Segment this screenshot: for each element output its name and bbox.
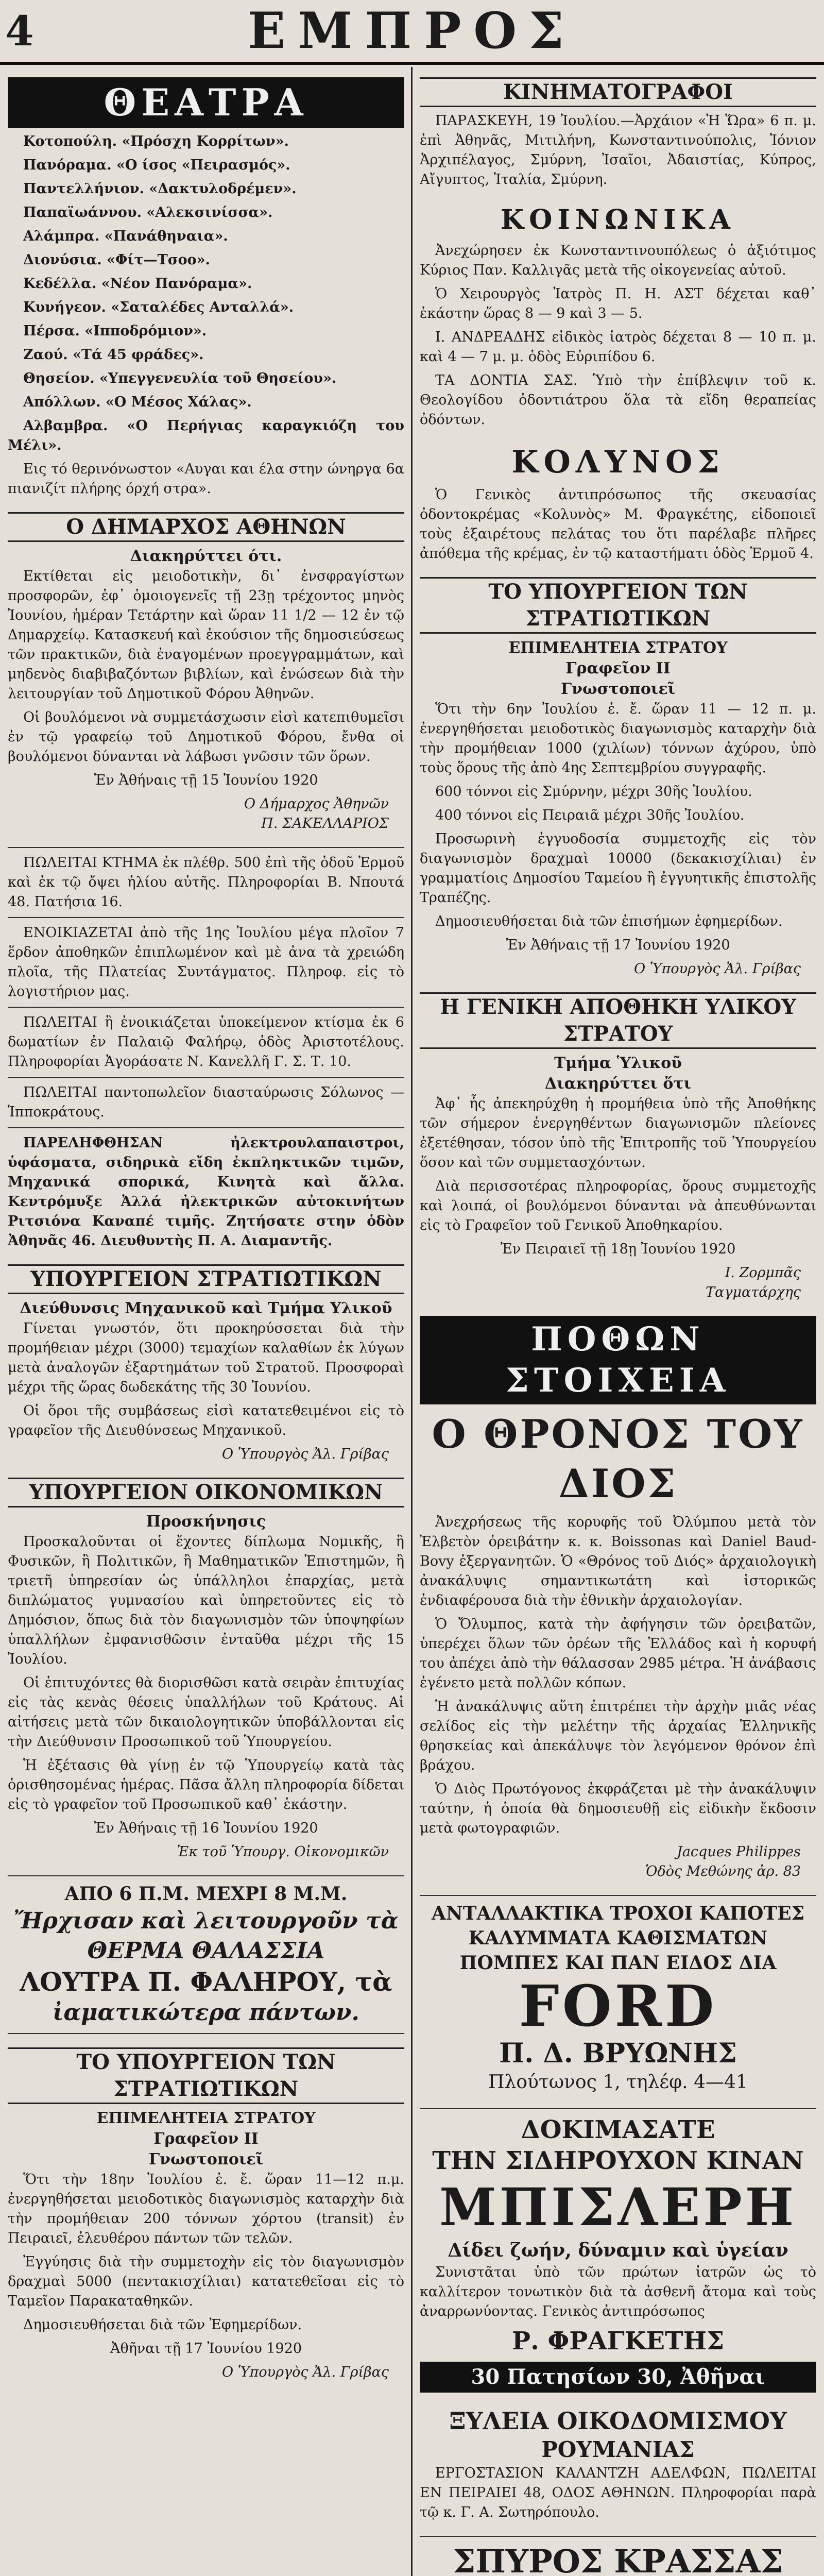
theatre-line: Κεδέλλα. «Νέον Πανόραμα». <box>23 276 252 292</box>
mpisleri-brand: ΜΠΙΣΛΕΡΗ <box>439 2177 797 2238</box>
article-paragraph: Ἀνεχρήσεως τῆς κορυφῆς τοῦ Ὀλύμπου μετὰ τὸν Ἐλβετὸν ὀρειβάτην κ. κ. Boissonas καὶ Daniel Baud-Bovy ἐξεργανητῶν. Ὁ «Θρόνος τοῦ Διός» ἀρχαιολογικὴ ἀνακάλυψις σημαντικωτάτη καὶ ἱστορικῶς ἐνδιαφέρουσα διὰ τὴν ἐθνικὴν ἀρχαιολογίαν. <box>420 1514 816 1608</box>
xyleia-line-2: ΡΟΥΜΑΝΙΑΣ <box>541 2437 695 2462</box>
ypourgeio-sub3: Γνωστοποιεῖ <box>148 2150 264 2168</box>
divider <box>8 1127 404 1128</box>
notice-paragraph: Γίνεται γνωστόν, ὅτι προκηρύσσεται διὰ τὴν προμήθειαν μέχρι (3000) τεμαχίων καλαθίων ἐκ λύγων μετὰ ἀναλογῶν ἐξαρτημάτων τοῦ Στρατοῦ. Προσφοραὶ μέχρι τῆς ὥρας δωδεκάτης τῆς 30 Ἰουνίου. <box>8 1320 404 1395</box>
ypourgeio-sub: ΕΠΙΜΕΛΗΤΕΙΑ ΣΤΡΑΤΟΥ <box>96 2109 316 2127</box>
signature-name: Π. ΣΑΚΕΛΛΑΡΙΟΣ <box>261 816 389 832</box>
right-column <box>420 72 816 2576</box>
xyleia-text: ΕΡΓΟΣΤΑΣΙΟΝ ΚΑΛΑΝΤΖΗ ΑΔΕΛΦΩΝ, ΠΩΛΕΙΤΑΙ ΕΝ ΠΕΙΡΑΙΕΙ 48, ΟΔΟΣ ΑΘΗΝΩΝ. Πληροφορίαι παρὰ τῷ κ. Γ. Α. Σωτηρόπουλο. <box>420 2465 816 2520</box>
ford-brand: FORD <box>519 1973 717 2039</box>
ford-line-1: ΑΝΤΑΛΛΑΚΤΙΚΑ ΤΡΟΧΟΙ ΚΑΠΟΤΕΣ <box>431 1903 805 1924</box>
theatre-line: Διονύσια. «Φίτ—Τσοο». <box>23 252 210 268</box>
koinonika-item: ΤΑ ΔΟΝΤΙΑ ΣΑΣ. Ὑπὸ τὴν ἐπίβλεψιν τοῦ κ. Θεολογίδου ὀδοντιάτρου ὅλα τὰ εἴδη θεραπείας ὀδόντων. <box>420 372 816 428</box>
newspaper-title: ΕΜΠΡΟΣ <box>248 2 576 60</box>
ford-line-2: ΚΑΛΥΜΜΑΤΑ ΚΑΘΙΣΜΑΤΩΝ <box>468 1927 768 1949</box>
notice-paragraph: Ἡ ἐξέτασις θὰ γίνῃ ἐν τῷ Ὑπουργείῳ κατὰ τὰς ὁρισθησομένας ἡμέρας. Πᾶσα ἄλλη πληροφορία δίδεται εἰς τὸ γραφεῖον τοῦ Προσωπικοῦ καθ᾽ ἑκάστην. <box>8 1757 404 1812</box>
ypourgeio-notice-2 <box>8 2047 404 2382</box>
divider <box>420 2536 816 2537</box>
notice-date: Ἐν Ἀθήναις τῇ 15 Ἰουνίου 1920 <box>94 772 318 788</box>
koinonika-section <box>420 203 816 430</box>
notice-paragraph: Ὅτι τὴν 6ην Ἰουλίου ἐ. ἔ. ὥραν 11 — 12 π. μ. ἐνεργηθήσεται μειοδοτικὸς διαγωνισμὸς καταρχὴν διὰ τὴν προμήθειαν 1000 (χιλίων) τόννων ἀχύρου, ὑπὸ τοὺς ὅρους τῆς ἀπὸ 4ης Σεπτεμβρίου συγγραφῆς. <box>420 701 816 776</box>
ypourgeio-sub: ΕΠΙΜΕΛΗΤΕΙΑ ΣΤΡΑΤΟΥ <box>508 639 728 657</box>
dimarhos-sub: Διακηρύττει ότι. <box>130 547 282 565</box>
theatre-line: Πανόραμα. «Ο ίσος «Πειρασμός». <box>23 157 290 173</box>
notice-date: Ἀθῆναι τῇ 17 Ἰουνίου 1920 <box>110 2341 302 2357</box>
koinonika-item: Ὁ Χειρουργὸς Ἰατρὸς Π. Η. ΑΣΤ δέχεται καθ᾽ ἑκάστην ὥρας 8 — 9 καὶ 3 — 5. <box>420 286 816 321</box>
signature: Ο Ὑπουργὸς Ἀλ. Γρίβας <box>634 961 801 977</box>
notice-paragraph: Ἀφ᾽ ἧς ἀπεκηρύχθη ἡ προμήθεια ὑπὸ τῆς Ἀποθήκης τῶν σήμερον ἐνεργηθέντων διαγωνισμῶν πλείονες ἐξετέθησαν, τόσον ὑπὸ τῆς Ἐπιτροπῆς τοῦ Ὑπουργείου ὅσον καὶ τῶν συμμετασχόντων. <box>420 1096 816 1171</box>
mpisleri-agent: Ρ. ΦΡΑΓΚΕΤΗΣ <box>511 2327 725 2355</box>
mpisleri-agent-address: 30 Πατησίων 30, Ἀθῆναι <box>420 2362 816 2393</box>
notice-date: Ἐν Ἀθήναις τῇ 17 Ἰουνίου 1920 <box>506 937 730 953</box>
ypourgeio-notice-3 <box>420 577 816 979</box>
divider <box>420 2108 816 2109</box>
notice-paragraph: 600 τόννοι εἰς Σμύρνην, μέχρι 30ῆς Ἰουλίου. <box>435 784 752 800</box>
divider <box>8 917 404 918</box>
faliro-line-2: ΛΟΥΤΡΑ Π. ΦΑΛΗΡΟΥ, τὰ <box>20 1967 392 1997</box>
notice-date: Ἐν Ἀθήναις τῇ 16 Ἰουνίου 1920 <box>94 1820 318 1836</box>
kolynos-ad <box>420 443 816 564</box>
ypourgeio-header: ΥΠΟΥΡΓΕΙΟΝ ΣΤΡΑΤΙΩΤΙΚΩΝ <box>8 1264 404 1294</box>
dimarhos-header: Ο ΔΗΜΑΡΧΟΣ ΑΘΗΝΩΝ <box>8 512 404 542</box>
notice-paragraph: Ὅτι τὴν 18ην Ἰουλίου ἐ. ἔ. ὥραν 11—12 π.μ. ἐνεργηθήσεται μειοδοτικὸς διαγωνισμὸς καταρχὴν διὰ τὴν προμήθειαν 200 τόννων χόρτου (transit) ἐν Πειραιεῖ, ἐλευθέρου πάντων τῶν τελῶν. <box>8 2172 404 2246</box>
theatre-line: Ζαού. «Τά 45 φράδες». <box>23 347 204 363</box>
kinematografoi-header: ΚΙΝΗΜΑΤΟΓΡΑΦΟΙ <box>420 77 816 107</box>
ypourgeio-oikon-sub: Προσκήνησις <box>146 1513 266 1531</box>
signature-rank: Ταγματάρχης <box>706 1284 801 1300</box>
signature: Ο Ὑπουργὸς Ἀλ. Γρίβας <box>222 2364 389 2380</box>
theatre-line: Παντελλήνιον. «Δακτυλοδρέμεν». <box>23 181 297 197</box>
page-number: 4 <box>5 7 34 55</box>
ypourgeio-oikon-header: ΥΠΟΥΡΓΕΙΟΝ ΟΙΚΟΝΟΜΙΚΩΝ <box>8 1478 404 1507</box>
signature-name: Ι. Ζορμπᾶς <box>725 1265 801 1281</box>
apothiki-notice <box>420 992 816 1302</box>
mpisleri-line-1: ΔΟΚΙΜΑΣΑΤΕ <box>521 2115 715 2144</box>
notice-paragraph: Προσκαλοῦνται οἱ ἔχοντες δίπλωμα Νομικῆς, ἢ Φυσικῶν, ἢ Πολιτικῶν, ἢ Μαθηματικῶν Ἐπιστημῶν, ἢ τριετῆ ὑπηρεσίαν ὡς ὑπάλληλοι ἐπαρχίας, μετὰ διπλώματος γυμνασίου καὶ ὑπηρετοῦντες εἰς τὸ Δημόσιον, ὅπως διὰ τὸν διαγωνισμὸν τῶν ὑποψηφίων ὑπαλλήλων ἐμφανισθῶσιν ἐνταῦθα μέχρι τῆς 15 Ἰουλίου. <box>8 1534 404 1667</box>
koinonika-header: ΚΟΙΝΩΝΙΚΑ <box>500 204 736 235</box>
faliro-baths-ad <box>8 1875 404 2034</box>
notice-paragraph: Δημοσιευθήσεται διὰ τῶν ἐπισήμων ἐφημερίδων. <box>435 913 783 929</box>
ypourgeio-oikonomikon-notice <box>8 1478 404 1862</box>
mpisleri-line-2: ΤΗΝ ΣΙΔΗΡΟΥΧΟΝ ΚΙΝΑΝ <box>432 2146 804 2175</box>
theatre-line: Θησείον. «Υπεγγενευλία τοῦ Θησείου». <box>23 370 337 386</box>
classifieds <box>8 847 404 1251</box>
mpisleri-tagline: Δίδει ζωήν, δύναμιν καὶ ὑγείαν <box>448 2240 788 2261</box>
notice-paragraph: Διὰ περισσοτέρας πληροφορίας, ὅρους συμμετοχῆς καὶ λοιπά, οἱ βουλόμενοι δύνανται νὰ ἀπευθύνωνται εἰς τὸ Γραφεῖον τοῦ Γενικοῦ Ἀποθηκαρίου. <box>420 1178 816 1233</box>
author: Jacques Philippes <box>677 1844 801 1860</box>
theatre-line: Παπαϊωάννου. «Αλεκσινίσσα». <box>23 205 273 221</box>
notice-paragraph: 400 τόννοι εἰς Πειραιᾶ μέχρι 30ῆς Ἰουλίου. <box>435 807 745 823</box>
krassas-name: ΣΠΥΡΟΣ ΚΡΑΣΣΑΣ <box>453 2543 783 2576</box>
classified-ad: ΠΩΛΕΙΤΑΙ ἢ ἐνοικιάζεται ὑποκείμενον κτίσμα ἐκ 6 δωματίων ἐν Παλαιῷ Φαλήρῳ, ὁδὸς Ἀριστοτέλους. Πληροφορίαι Ἀγοράσατε Ν. Κανελλῆ Γ. Σ. Τ. 10. <box>8 1014 404 1070</box>
xyleia-line-1: ΞΥΛΕΙΑ ΟΙΚΟΔΟΜΙΣΜΟΥ <box>449 2407 787 2435</box>
notice-paragraph: Οἱ ἐπιτυχόντες θὰ διορισθῶσι κατὰ σειρὰν ἐπιτυχίας εἰς τὰς κενὰς θέσεις ὑπαλλήλων τοῦ Κράτους. Αἱ αἰτήσεις μετὰ τῶν δικαιολογητικῶν ὑποβάλλονται εἰς τὴν Διεύθυνσιν Προσωπικοῦ τοῦ Ὑπουργείου. <box>8 1675 404 1750</box>
article-paragraph: Ἡ ἀνακάλυψις αὕτη ἐπιτρέπει τὴν ἀρχὴν μιᾶς νέας σελίδος εἰς τὴν μελέτην τῆς ἀρχαίας Ἑλληνικῆς θρησκείας καὶ ἀπεκάλυψε τὸν λεγόμενον θρόνον ἐπὶ βράχου. <box>420 1699 816 1773</box>
theatre-line: Αλβαμβρα. «Ο Περήγιας καραγκιόζη του Μέλι». <box>8 418 404 453</box>
theatre-line: Κυνήγεον. «Σαταλέδες Ανταλλά». <box>23 299 294 315</box>
kolynos-text: Ὁ Γενικὸς ἀντιπρόσωπος τῆς σκευασίας ὀδοντοκρέμας «Κολυνὸς» Μ. Φραγκέτης, εἰδοποιεῖ τοὺς ἐξαιρέτους πελάτας του ὅτι παρέλαβε πλῆρες ἀπόθεμα τῆς κρέμας, ἐν τῷ καταστήματι ὁδὸς Ἑρμοῦ 4. <box>420 487 816 562</box>
article-paragraph: Ὁ Ὄλυμπος, κατὰ τὴν ἀφήγησιν τῶν ὀρειβατῶν, ὑπερέχει ὅλων τῶν ὀρέων τῆς Ἑλλάδος καὶ ἡ κορυφή του ἀπέχει ἀπὸ τὴν θάλασσαν 2985 μέτρα. Ἡ ἀνάβασις ἐγένετο μετὰ πολλῶν κόπων. <box>420 1616 816 1691</box>
ford-ad <box>420 1895 816 2095</box>
apothiki-sub: Τμήμα Ὑλικοῦ <box>554 1054 682 1072</box>
article-paragraph: Ὁ Διὸς Πρωτόγονος ἐκφράζεται μὲ τὴν ἀνακάλυψιν ταύτην, ἡ ὁποία θὰ δημοσιευθῇ εἰς εἰδικὴν ἔκδοσιν μετὰ φωτογραφιῶν. <box>420 1781 816 1836</box>
faliro-line-3: ἰαματικώτερα πάντων. <box>53 1999 359 2026</box>
koinonika-item: Ἀνεχώρησεν ἐκ Κωνσταντινουπόλεως ὁ ἀξιότιμος Κύριος Παν. Καλλιγᾶς μετὰ τῆς οἰκογενείας αὐτοῦ. <box>420 243 816 278</box>
classified-ad: ΠΑΡΕΛΗΦΘΗΣΑΝ ἠλεκτρουλαπαιστροι, ὑφάσματα, σιδηρικὰ εἴδη ἐκπληκτικῶν τιμῶν, Μηχανικά σπορικά, Κινητὰ καὶ ἄλλα. Κεντρόμυξε Ἀλλά ἠλεκτρικῶν αὐτοκινήτων Ριτσιόνα Καναπέ τιμῆς. Ζητήσατε στην ὁδὸν Ἀθηνᾶς 46. Διευθυντὴς Π. Α. Διαμαντῆς. <box>8 1135 404 1249</box>
divider <box>8 847 404 848</box>
classified-ad: ΠΩΛΕΙΤΑΙ παντοπωλεῖον διασταύρωσις Σόλωνος — Ἱπποκράτους. <box>8 1084 404 1120</box>
ford-dealer: Π. Δ. ΒΡΥΩΝΗΣ <box>499 2038 737 2069</box>
faliro-hours: ΑΠΟ 6 Π.Μ. ΜΕΧΡΙ 8 Μ.Μ. <box>64 1883 348 1905</box>
signature-title: Ο Δήμαρχος Ἀθηνῶν <box>244 796 389 812</box>
notice-paragraph: Εκτίθεται εἰς μειοδοτικὴν, δι᾽ ἐνσφραγίστων προσφορῶν, ἐφ᾽ ὁμοιογενεῖς τῇ 23ῃ τρέχοντος μηνὸς Ἰουνίου, ἡμέραν Τετάρτην καὶ ὥραν 11 1/2 — 12 ἐν τῷ Δημαρχείῳ. Κατασκευή καὶ ἐκούσιον τῆς δημοσιεύσεως τῶν πρακτικῶν, διὰ ἐναγομένων προεγγραμμάτων, καὶ μηδενὸς διαβιβαζόντων βιβλίων, καὶ ἐνώσεων διὰ τὴν λειτουργίαν τοῦ Δημοτικοῦ Φόρου Ἀθηνῶν. <box>8 568 404 702</box>
ypourgeio-sub3: Γνωστοποιεῖ <box>560 680 676 698</box>
faliro-line-1: Ἤρχισαν καὶ λειτουργοῦν τὰ ΘΕΡΜΑ ΘΑΛΑΣΣΙΑ <box>13 1908 399 1964</box>
masthead <box>0 0 824 65</box>
theatre-line: Αλάμπρα. «Πανάθηναια». <box>23 228 228 244</box>
theatre-line: Απόλλων. «Ο Μέσος Χάλας». <box>23 394 252 410</box>
ypourgeio-sub2: Γραφεῖον ΙΙ <box>153 2130 259 2148</box>
ypourgeio-sub: Διεύθυνσις Μηχανικοῦ καὶ Τμήμα Υλικοῦ <box>20 1299 392 1317</box>
theatra-section <box>8 77 404 499</box>
ypourgeio-header: ΤΟ ΥΠΟΥΡΓΕΙΟΝ ΤΩΝ ΣΤΡΑΤΙΩΤΙΚΩΝ <box>420 577 816 634</box>
ford-address: Πλούτωνος 1, τηλέφ. 4—41 <box>488 2072 748 2093</box>
ypourgeio-notice-1 <box>8 1264 404 1464</box>
mpisleri-text: Συνιστᾶται ὑπὸ τῶν πρώτων ἰατρῶν ὡς τὸ καλλίτερον τονωτικὸν διὰ τὰ ἀσθενῆ ἄτομα καὶ τοὺς ἀναρρωνύοντας. Γενικὸς ἀντιπρόσωπος <box>420 2264 816 2319</box>
notice-paragraph: Οἱ ὅροι τῆς συμβάσεως εἰσὶ κατατεθειμένοι εἰς τὸ γραφεῖον τῆς Διευθύνσεως Μηχανικοῦ. <box>8 1403 404 1438</box>
pothon-article <box>420 1316 816 1882</box>
theatra-header: ΘΕΑΤΡΑ <box>8 77 404 128</box>
dimarhos-notice <box>8 512 404 834</box>
koinonika-item: Ι. ΑΝΔΡΕΑΔΗΣ εἰδικὸς ἰατρὸς δέχεται 8 — 10 π. μ. καὶ 4 — 7 μ. μ. ὁδὸς Εὐριπίδου 6. <box>420 329 816 365</box>
classified-ad: ΠΩΛΕΙΤΑΙ ΚΤΗΜΑ ἐκ πλέθρ. 500 ἐπὶ τῆς ὁδοῦ Ἑρμοῦ καὶ ἐκ τῷ ὄψει ἡλίου αὐτῆς. Πληροφορίαι Β. Νπουτά 48. Πατήσια 16. <box>8 855 404 910</box>
divider <box>8 1077 404 1078</box>
pothon-subheader: Ο ΘΡΟΝΟΣ ΤΟΥ ΔΙΟΣ <box>432 1411 804 1506</box>
kinematografoi-text: ΠΑΡΑΣΚΕΥΗ, 19 Ἰουλίου.—Ἀρχάιον «Ἡ Ὥρα» 6 π. μ. ἐπὶ Ἀθηνᾶς, Μιτιλήνη, Κωνσταντινούπολις, Ἰόνιον Ἀρχιπέλαγος, Σμύρνη, Ἰσαῖοι, Ἀδαιστίας, Κύπρος, Αἴγυπτος, Ἰταλία, Σμύρνη. <box>420 113 816 188</box>
pothon-header: ΠΟΘΩΝ ΣΤΟΙΧΕΙΑ <box>420 1316 816 1404</box>
mpisleri-ad <box>420 2108 816 2393</box>
theatre-line: Εις τό θερινόνωστον «Αυγαι και έλα στην ώνηργα 6α πιανιζίτ πλήρης όρχή στρα». <box>8 461 404 497</box>
notice-paragraph: Δημοσιευθήσεται διὰ τῶν Ἐφημερίδων. <box>23 2317 302 2333</box>
author-address: Ὁδὸς Μεθώνης ἀρ. 83 <box>645 1863 801 1879</box>
kolynos-header: ΚΟΛΥΝΟΣ <box>511 444 725 480</box>
classified-ad: ΕΝΟΙΚΙΑΖΕΤΑΙ ἀπὸ τῆς 1ης Ἰουλίου μέγα πλοῖον 7 ἕρδον ἀποθηκῶν ἐπιπλωμένον καὶ μὲ ἀνα τὰ χρειώδη πλοῖα, τῆς Πλατείας Συντάγματος. Πληροφ. εἰς τὸ λογιστήριον μας. <box>8 925 404 999</box>
left-column <box>8 72 404 2576</box>
divider <box>8 1007 404 1008</box>
apothiki-header: Η ΓΕΝΙΚΗ ΑΠΟΘΗΚΗ ΥΛΙΚΟΥ ΣΤΡΑΤΟΥ <box>420 992 816 1049</box>
signature: Ο Ὑπουργὸς Ἀλ. Γρίβας <box>222 1446 389 1462</box>
ypourgeio-sub2: Γραφεῖον ΙΙ <box>565 659 671 677</box>
notice-paragraph: Οἱ βουλόμενοι νὰ συμμετάσχωσιν εἰσὶ κατεπιθυμεῖσι ἐν τῷ γραφείῳ τοῦ Δημοτικοῦ Φόρου, ἔνθα οἱ βουλόμενοι δύνανται νὰ λάβωσι γνῶσιν τῶν ὅρων. <box>8 709 404 765</box>
xyleia-ad <box>420 2406 816 2522</box>
kinematografoi-section <box>420 77 816 190</box>
notice-paragraph: Προσωρινὴ ἐγγυοδοσία συμμετοχῆς εἰς τὸν διαγωνισμὸν δραχμαὶ 10000 (δεκακισχίλιαι) ἐν γραμματίοις Δημοσίου Ταμείου ἢ ἐγγυητικῆς ἐπιστολῆς Τραπέζης. <box>420 831 816 906</box>
apothiki-sub2: Διακηρύττει ὅτι <box>544 1075 692 1093</box>
ypourgeio-header: ΤΟ ΥΠΟΥΡΓΕΙΟΝ ΤΩΝ ΣΤΡΑΤΙΩΤΙΚΩΝ <box>8 2047 404 2104</box>
signature: Ἐκ τοῦ Ὑπουργ. Οἰκονομικῶν <box>177 1844 389 1860</box>
krassas-ad <box>420 2536 816 2576</box>
column-divider <box>411 67 413 2576</box>
notice-paragraph: Ἐγγύησις διὰ τὴν συμμετοχὴν εἰς τὸν διαγωνισμὸν δραχμαὶ 5000 (πεντακισχίλιαι) κατατεθεῖσαι εἰς τὸ Ταμεῖον Παρακαταθηκῶν. <box>8 2254 404 2309</box>
divider <box>420 1895 816 1896</box>
notice-date: Ἐν Πειραιεῖ τῇ 18ῃ Ἰουνίου 1920 <box>500 1241 736 1257</box>
divider <box>8 1875 404 1876</box>
ford-line-3: ΠΟΜΠΕΣ ΚΑΙ ΠΑΝ ΕΙΔΟΣ ΔΙΑ <box>459 1952 777 1974</box>
divider <box>8 2033 404 2034</box>
theatre-line: Κοτοπούλη. «Πρόσχη Κορρίτων». <box>23 133 289 149</box>
theatre-line: Πέρσα. «Ιπποδρόμιον». <box>23 323 207 339</box>
